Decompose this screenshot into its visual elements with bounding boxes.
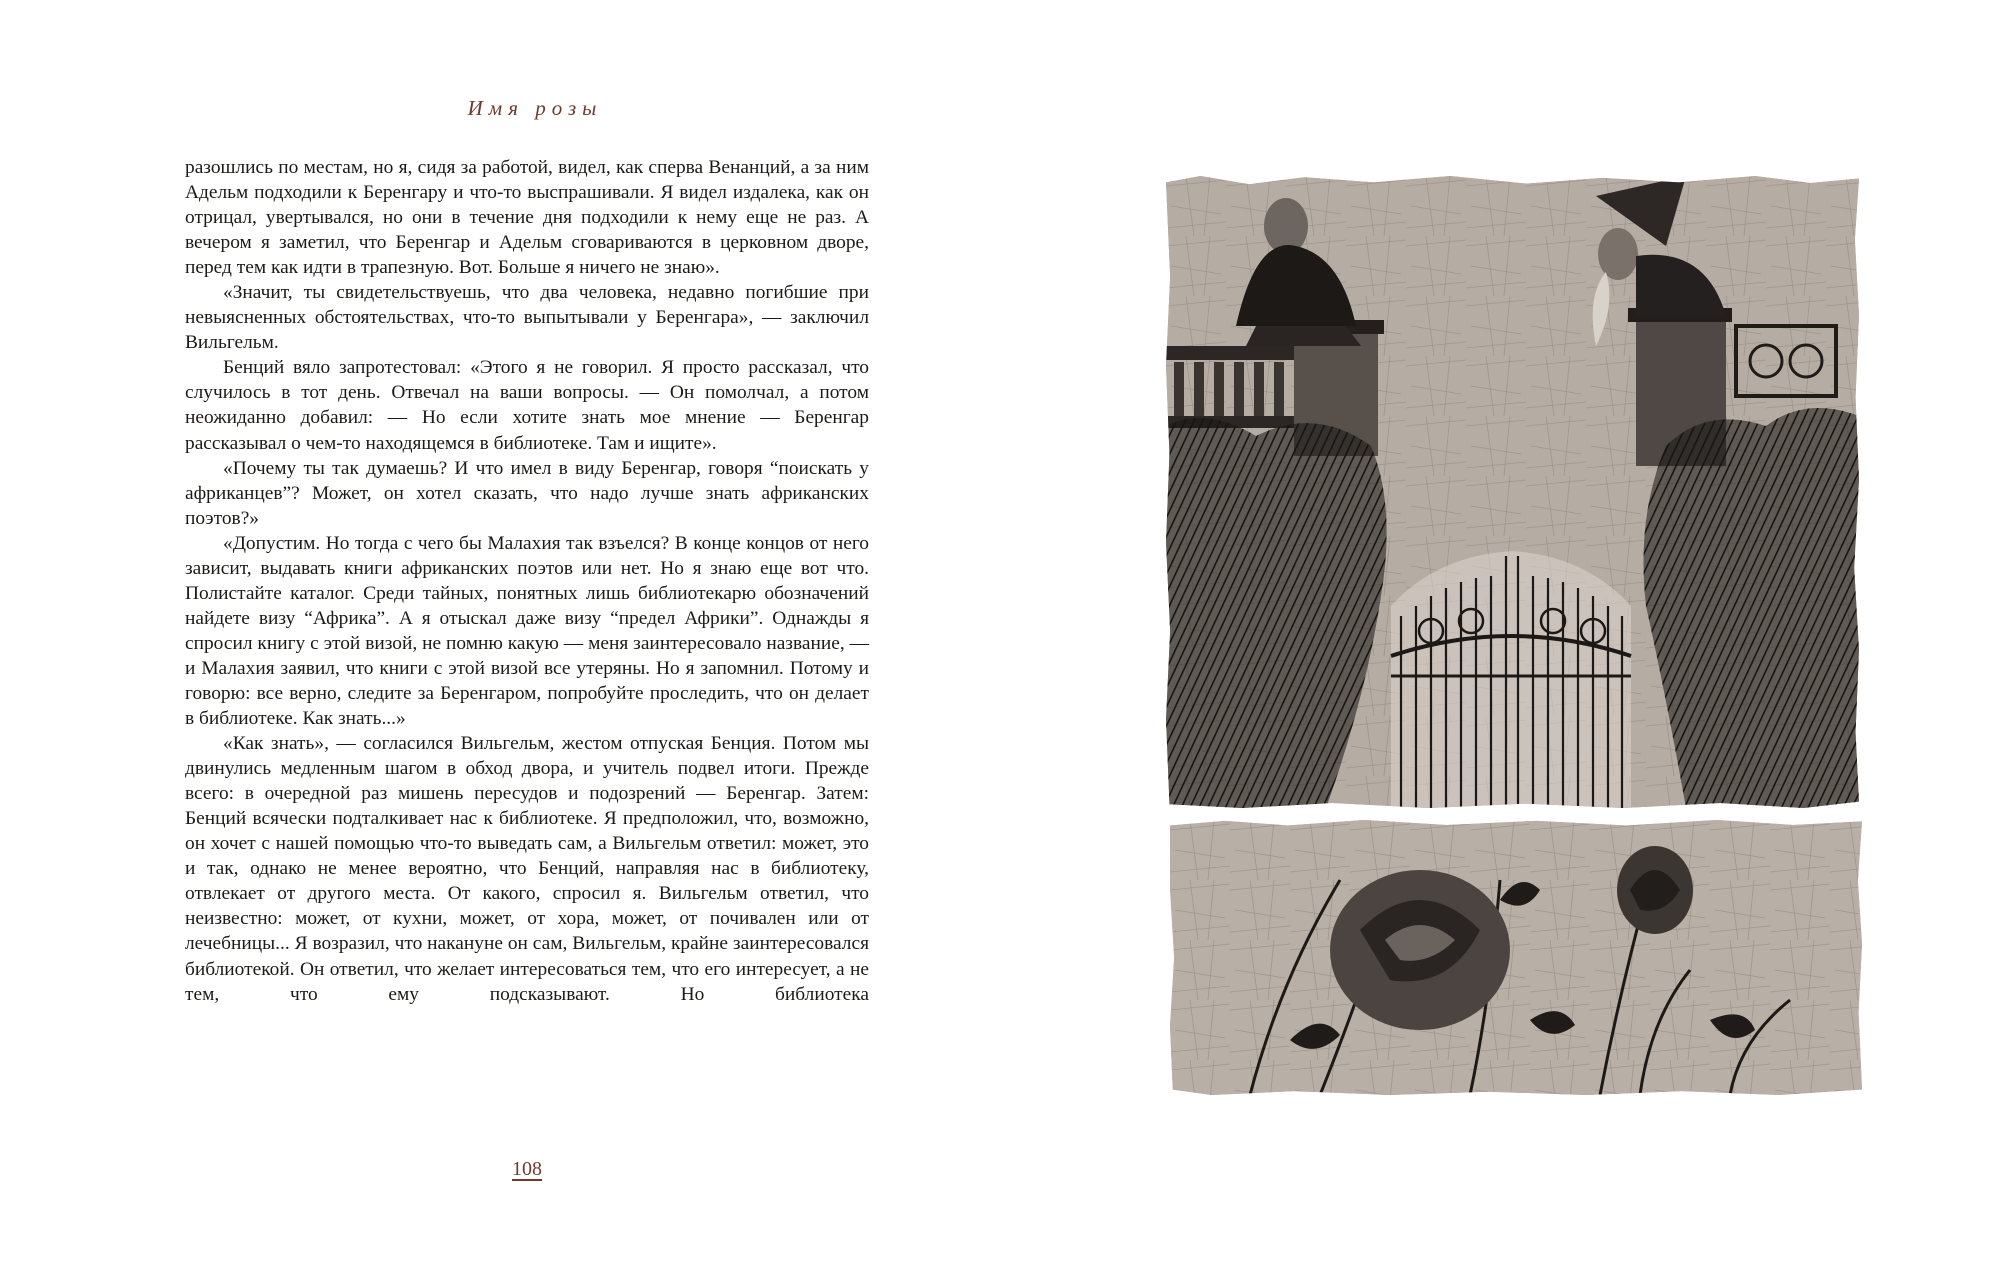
running-head: Имя розы	[467, 96, 603, 120]
gate-drawing	[1166, 176, 1859, 808]
gate-illustration	[1166, 176, 1859, 808]
paragraph: «Допустим. Но тогда с чего бы Малахия так взъелся? В конце концов от него зависит, выдавать книги африканских поэтов или нет. Но я знаю еще вот что. Полистайте каталог. Среди тайных, понятных лишь библиотекарю обозначений найдете визу “Африка”. А я отыскал даже визу “предел Африки”. Однажды я спросил книгу с этой визой, не помню какую — меня заинтересовало название, — и Малахия заявил, что книги с этой визой все утеряны. Но я запомнил. Потому и говорю: все верно, следите за Беренгаром, попробуйте проследить, что он делает в библиотеке. Как знать...»	[185, 532, 869, 730]
paragraph: Бенций вяло запротестовал: «Этого я не говорил. Я просто рассказал, что случилось в тот день. Отвечал на ваши вопросы. — Он помолчал, а потом неожиданно добавил: — Но если хотите знать мое мнение — Беренгар рассказывал о чем-то находящемся в библиотеке. Там и ищите».	[185, 357, 869, 454]
right-page	[1004, 0, 2008, 1270]
paragraph: разошлись по местам, но я, сидя за работой, видел, как сперва Венанций, а за ним Адельм подходили к Беренгару и что-то выспрашивали. Я видел издалека, как он отрицал, увертывался, но они в течение дня подходили к нему еще не раз. А вечером я заметил, что Беренгар и Адельм сговариваются в церковном дворе, перед тем как идти в трапезную. Вот. Больше я ничего не знаю».	[185, 157, 869, 279]
paragraph: «Почему ты так думаешь? И что имел в виду Беренгар, говоря “поискать у африканцев”? Может, он хотел сказать, что надо лучше знать африканских поэтов?»	[185, 457, 869, 529]
paragraph: «Как знать», — согласился Вильгельм, жестом отпуская Бенция. Потом мы двинулись медленным шагом в обход двора, и учитель подвел итоги. Прежде всего: в очередной раз мишень пересудов и подозрений — Беренгар. Затем: Бенций всячески подталкивает нас к библиотеке. Я предположил, что, возможно, он хочет с нашей помощью что-то выведать сам, а Вильгельм ответил: может, это и так, однако не менее вероятно, что Бенций, направляя нас в библиотеку, отвлекает от другого места. От какого, спросил я. Вильгельм ответил, что неизвестно: может, от кухни, может, от хора, может, от почивален или от лечебницы... Я возразил, что накануне он сам, Вильгельм, крайне заинтересовался библиотекой. Он ответил, что желает интересоваться тем, что его интересует, а не тем, что ему подсказывают. Но библиотека	[185, 733, 869, 1005]
page-number: 108	[512, 1158, 542, 1180]
roses-drawing	[1170, 820, 1862, 1095]
paragraph: «Значит, ты свидетельствуешь, что два человека, недавно погибшие при невыясненных обстоятельствах, что-то выпытывали у Беренгара», — заключил Вильгельм.	[185, 282, 869, 354]
body-text	[185, 155, 869, 1007]
roses-illustration	[1170, 820, 1862, 1095]
